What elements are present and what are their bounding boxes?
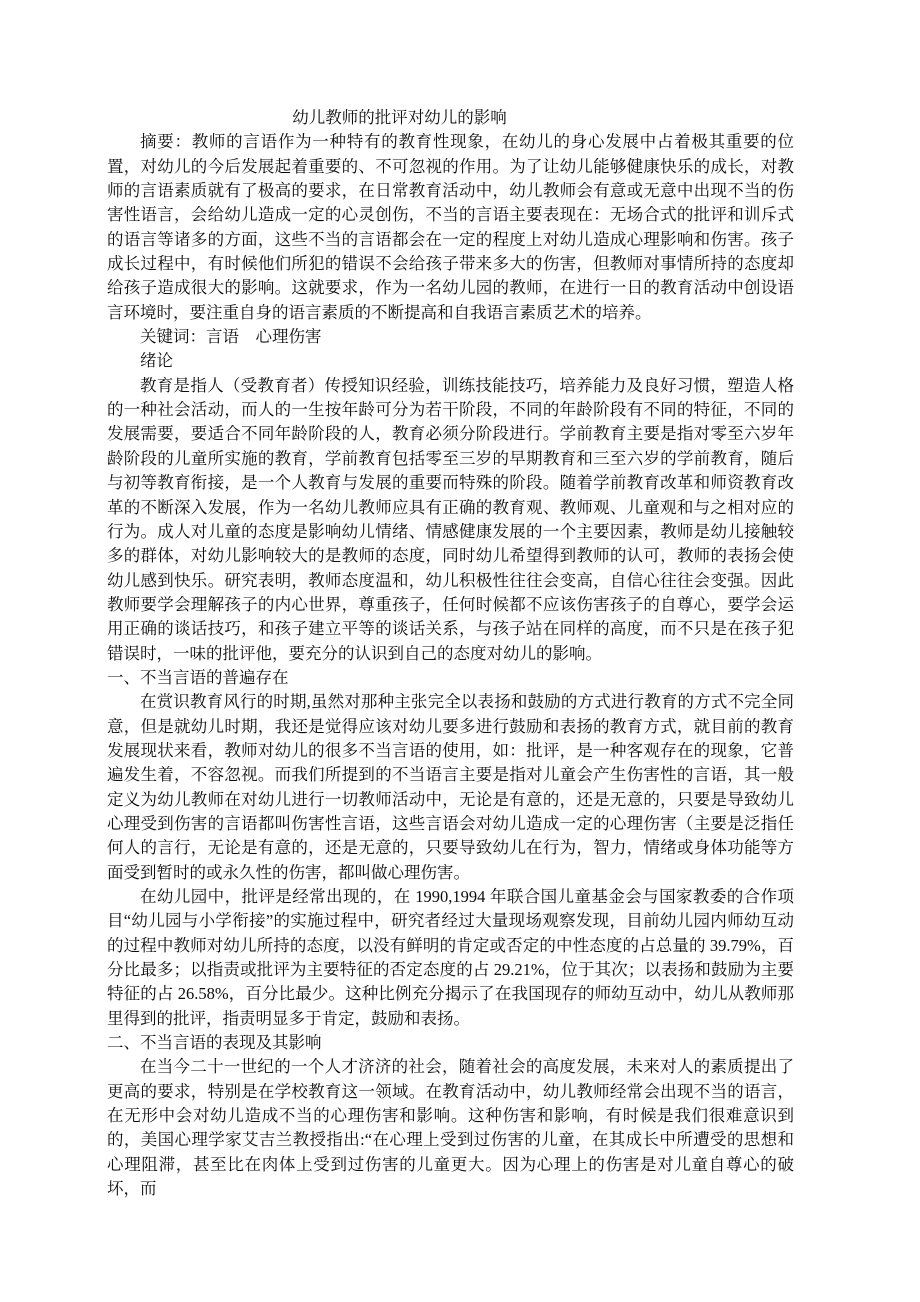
- document-title: 幼儿教师的批评对幼儿的影响: [292, 108, 507, 127]
- paragraph: 教育是指人（受教育者）传授知识经验，训练技能技巧，培养能力及良好习惯，塑造人格的一种社会活动，而人的一生按年龄可分为若干阶段，不同的年龄阶段有不同的特征，不同的发展需要，要适合不同年龄阶段的人，教育必须分阶段进行。学前教育主要是指对零至六岁年龄阶段的儿童所实施的教育，学前教育包括零至三岁的早期教育和三至六岁的学前教育，随后与初等教育衔接，是一个人教育与发展的重要而特殊的阶段。随着学前教育改革和师资教育改革的不断深入发展，作为一名幼儿教师应具有正确的教育观、教师观、儿童观和与之相对应的行为。成人对儿童的态度是影响幼儿情绪、情感健康发展的一个主要因素，教师是幼儿接触较多的群体，对幼儿影响较大的是教师的态度，同时幼儿希望得到教师的认可，教师的表扬会使幼儿感到快乐。研究表明，教师态度温和，幼儿积极性往往会变高，自信心往往会变强。因此教师要学会理解孩子的内心世界，尊重孩子，任何时候都不应该伤害孩子的自尊心，要学会运用正确的谈话技巧，和孩子建立平等的谈话关系，与孩子站在同样的高度，而不只是在孩子犯错误时，一味的批评他，要充分的认识到自己的态度对幼儿的影响。: [107, 375, 794, 663]
- section-heading: 一、不当言语的普遍存在: [107, 667, 289, 687]
- paragraph: 在幼儿园中，批评是经常出现的，在 1990,1994 年联合国儿童基金会与国家教委的合作项目“幼儿园与小学衔接”的实施过程中，研究者经过大量现场观察发现，目前幼儿园内师幼互动的过程中教师对幼儿所持的态度，以没有鲜明的肯定或否定的中性态度的占总量的 39.79%，百分比最多；以指责或批评为主要特征的否定态度的占 29.21%，位于其次；以表扬和鼓励为主要特征的占 26.58%，百分比最少。这种比例充分揭示了在我国现存的师幼互动中，幼儿从教师那里得到的批评，指责明显多于肯定，鼓励和表扬。: [107, 887, 794, 1028]
- paragraph: 关键词：言语 心理伤害: [140, 327, 322, 347]
- paragraph-container: [107, 130, 794, 1201]
- paragraph: 摘要：教师的言语作为一种特有的教育性现象，在幼儿的身心发展中占着极其重要的位置，对幼儿的今后发展起着重要的、不可忽视的作用。为了让幼儿能够健康快乐的成长，对教师的言语素质就有了极高的要求，在日常教育活动中，幼儿教师会有意或无意中出现不当的伤害性语言，会给幼儿造成一定的心灵创伤，不当的言语主要表现在：无场合式的批评和训斥式的语言等诸多的方面，这些不当的言语都会在一定的程度上对幼儿造成心理影响和伤害。孩子成长过程中，有时候他们所犯的错误不会给孩子带来多大的伤害，但教师对事情所持的态度却给孩子造成很大的影响。这就要求，作为一名幼儿园的教师，在进行一日的教育活动中创设语言环境时，要注重自身的语言素质的不断提高和自我语言素质艺术的培养。: [107, 132, 794, 322]
- document-body: [107, 106, 794, 1201]
- paragraph: 在当今二十一世纪的一个人才济济的社会，随着社会的高度发展，未来对人的素质提出了更高的要求，特别是在学校教育这一领域。在教育活动中，幼儿教师经常会出现不当的语言，在无形中会对幼儿造成不当的心理伤害和影响。这种伤害和影响，有时候是我们很难意识到的，美国心理学家艾吉兰教授指出:“在心理上受到过伤害的儿童，在其成长中所遭受的思想和心理阻滞，甚至比在肉体上受到过伤害的儿童更大。因为心理上的伤害是对儿童自尊心的破坏，而: [107, 1057, 794, 1199]
- section-heading: 二、不当言语的表现及其影响: [107, 1033, 322, 1053]
- paragraph: 在赏识教育风行的时期,虽然对那种主张完全以表扬和鼓励的方式进行教育的方式不完全同意，但是就幼儿时期，我还是觉得应该对幼儿要多进行鼓励和表扬的教育方式，就目前的教育发展现状来看，教师对幼儿的很多不当言语的使用，如：批评，是一种客观存在的现象，它普遍发生着，不容忽视。而我们所提到的不当语言主要是指对儿童会产生伤害性的言语，其一般定义为幼儿教师在对幼儿进行一切教师活动中，无论是有意的，还是无意的，只要是导致幼儿心理受到伤害的言语都叫伤害性言语，这些言语会对幼儿造成一定的心理伤害（主要是泛指任何人的言行，无论是有意的，还是无意的，只要导致幼儿在行为，智力，情绪或身体功能等方面受到暂时的或永久性的伤害，都叫做心理伤害。: [107, 692, 794, 882]
- paragraph: 绪论: [140, 351, 173, 371]
